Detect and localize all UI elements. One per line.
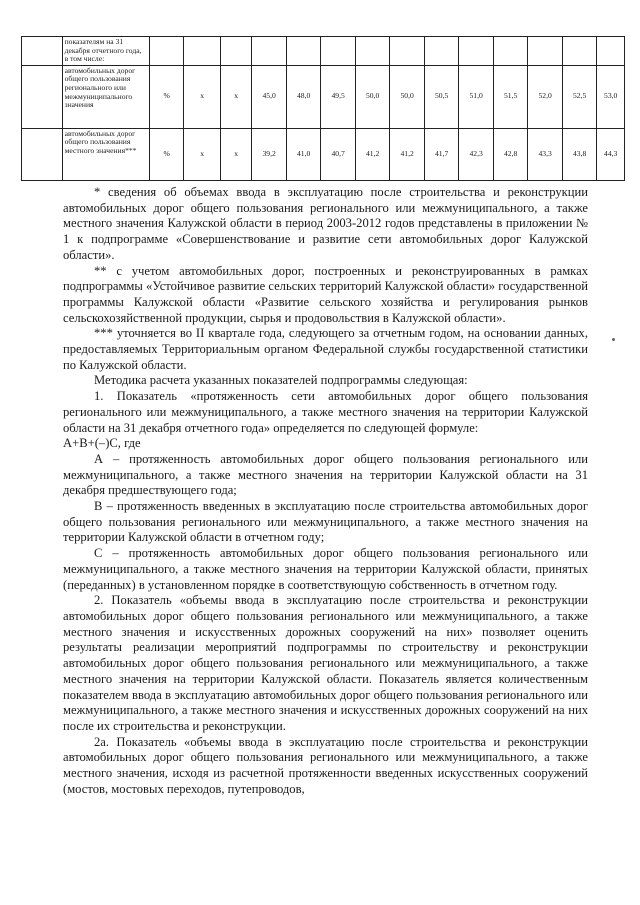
indicators-table bbox=[21, 36, 625, 181]
footnote-2: ** с учетом автомобильных дорог, построенных и реконструированных в рамках подпрограммы «Устойчивое развитие сельских территорий Калужской области» государственной программы Калужской области «Развитие сельского хозяйства и регулирования рынков сельскохозяйственной продукции, сырья и продовольствия в Калужской области». bbox=[63, 263, 588, 325]
definition-a: А – протяженность автомобильных дорог общего пользования регионального или межмуниципального, а также местного значения на территории Калужской области на 31 декабря предшествующего года; bbox=[63, 451, 588, 498]
scan-dot bbox=[612, 338, 615, 341]
table-row bbox=[22, 65, 625, 128]
unit-cell: % bbox=[149, 65, 184, 128]
definition-b: В – протяженность введенных в эксплуатацию после строительства автомобильных дорог общего пользования регионального или межмуниципального, а также местного значения на территории Калужской области в отчетном году; bbox=[63, 499, 588, 545]
value-cell: 44,3 bbox=[597, 128, 625, 180]
value-cell: 52,5 bbox=[562, 65, 597, 128]
formula: А+В+(–)С, где bbox=[63, 436, 141, 451]
table-row bbox=[22, 128, 625, 180]
value-cell: 41,0 bbox=[286, 128, 321, 180]
methodology-heading: Методика расчета указанных показателей подпрограммы следующая: bbox=[94, 373, 468, 388]
value-cell: 45,0 bbox=[252, 65, 287, 128]
value-cell: х bbox=[184, 128, 221, 180]
indicator-2-paragraph: 2. Показатель «объемы ввода в эксплуатацию после строительства и реконструкции автомобильных дорог общего пользования регионального или межмуниципального, а также местного значения и искусственных дорожных сооружений на них» позволяет оценить результаты реализации мероприятий подпрограммы по строительству и реконструкции автомобильных дорог общего пользования регионального или межмуниципального, а также местного значения на территории Калужской области. Показатель является количественным показателем ввода в эксплуатацию автомобильных дорог общего пользования регионального или межмуниципального, а также местного значения и искусственных дорожных сооружений на них после их строительства и реконструкции. bbox=[63, 593, 588, 733]
value-cell: 50,0 bbox=[355, 65, 390, 128]
value-cell: х bbox=[220, 65, 251, 128]
definition-c: С – протяженность автомобильных дорог общего пользования регионального или межмуниципального, а также местного значения на территории Калужской области, принятых (переданных) в установленном порядке в соответствующую собственность в отчетном году. bbox=[63, 546, 588, 592]
table-row bbox=[22, 37, 625, 66]
value-cell: 48,0 bbox=[286, 65, 321, 128]
value-cell: 42,8 bbox=[493, 128, 528, 180]
value-cell: 41,7 bbox=[424, 128, 459, 180]
footnote-3: *** уточняется во II квартале года, следующего за отчетным годом, на основании данных, предоставляемых Территориальным органом Федеральной службы государственной статистики по Калужской области. bbox=[63, 326, 588, 372]
value-cell: 52,0 bbox=[528, 65, 563, 128]
value-cell: 43,3 bbox=[528, 128, 563, 180]
value-cell: 49,5 bbox=[321, 65, 356, 128]
indicator-1-paragraph: 1. Показатель «протяженность сети автомобильных дорог общего пользования регионального или межмуниципального, а также местного значения на территории Калужской области на 31 декабря отчетного года» определяется по следующей формуле: bbox=[63, 389, 588, 435]
value-cell: 43,8 bbox=[562, 128, 597, 180]
value-cell: 41,2 bbox=[390, 128, 425, 180]
value-cell: х bbox=[184, 65, 221, 128]
value-cell: 51,0 bbox=[459, 65, 494, 128]
document-body bbox=[63, 185, 588, 797]
value-cell: 42,3 bbox=[459, 128, 494, 180]
row-name: показателям на 31 декабря отчетного года, в том числе: bbox=[62, 37, 149, 66]
value-cell: 39,2 bbox=[252, 128, 287, 180]
value-cell: х bbox=[220, 128, 251, 180]
indicator-2a-paragraph: 2а. Показатель «объемы ввода в эксплуатацию после строительства и реконструкции автомобильных дорог общего пользования регионального или межмуниципального, а также местного значения, исходя из расчетной протяженности введенных искусственных сооружений (мостов, мостовых переходов, путепроводов, bbox=[63, 734, 588, 796]
unit-cell: % bbox=[149, 128, 184, 180]
value-cell: 51,5 bbox=[493, 65, 528, 128]
row-name: автомобильных дорог общего пользования местного значения*** bbox=[62, 128, 149, 180]
value-cell: 53,0 bbox=[597, 65, 625, 128]
row-name: автомобильных дорог общего пользования регионального или межмуниципального значения bbox=[62, 65, 149, 128]
value-cell: 50,5 bbox=[424, 65, 459, 128]
value-cell: 50,0 bbox=[390, 65, 425, 128]
value-cell: 40,7 bbox=[321, 128, 356, 180]
value-cell: 41,2 bbox=[355, 128, 390, 180]
footnote-1: * сведения об объемах ввода в эксплуатацию после строительства и реконструкции автомобильных дорог общего пользования регионального или межмуниципального, а также местного значения Калужской области в период 2003-2012 годов представлены в приложении № 1 к подпрограмме «Совершенствование и развитие сети автомобильных дорог Калужской области». bbox=[63, 185, 588, 262]
